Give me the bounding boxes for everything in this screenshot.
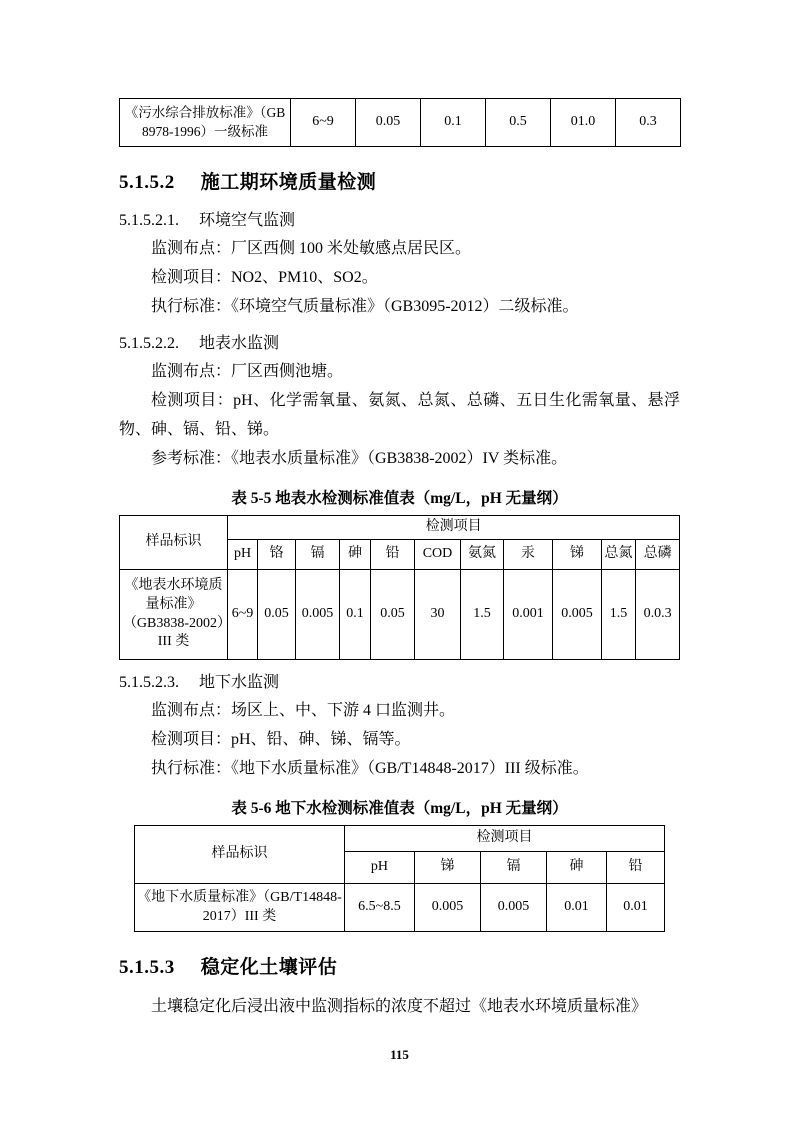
value-cell: 0.01: [606, 884, 664, 932]
detection-items-header-cell: 检测项目: [228, 516, 680, 540]
column-header-cell: 砷: [340, 540, 371, 570]
column-header-cell: 总磷: [636, 540, 680, 570]
section-number: 5.1.5.3: [119, 957, 175, 978]
row-label-cell: 《污水综合排放标准》（GB 8978-1996）一级标准: [120, 99, 291, 147]
section-title: 施工期环境质量检测: [200, 172, 377, 193]
paragraph: 监测布点：场区上、中、下游 4 口监测井。: [151, 702, 456, 719]
paragraph: 执行标准：《环境空气质量标准》（GB3095-2012）二级标准。: [151, 298, 579, 315]
column-header-cell: 砷: [546, 852, 606, 884]
value-cell: 0.005: [480, 884, 546, 932]
value-cell: 0.1: [421, 99, 486, 147]
subsection-number: 5.1.5.2.2.: [119, 335, 179, 352]
value-cell: 1.5: [461, 570, 504, 660]
value-cell: 0.05: [356, 99, 421, 147]
section-heading-soil: [119, 952, 680, 979]
table-data-row: [134, 884, 664, 932]
column-header-cell: 锑: [553, 540, 602, 570]
subsection-number: 5.1.5.2.1.: [119, 212, 179, 229]
paragraph: 监测布点：厂区西侧 100 米处敏感点居民区。: [151, 240, 472, 257]
paragraph: 检测项目：NO2、PM10、SO2。: [151, 269, 378, 286]
column-header-cell: 汞: [504, 540, 553, 570]
column-header-cell: 镉: [480, 852, 546, 884]
row-label-cell: 《地表水环境质量标准》（GB3838-2002）III 类: [120, 570, 228, 660]
table-header-row: [134, 826, 664, 852]
table-row: [120, 99, 681, 147]
column-header-cell: 铬: [258, 540, 296, 570]
paragraph: 土壤稳定化后浸出液中监测指标的浓度不超过《地表水环境质量标准》: [151, 998, 648, 1015]
value-cell: 0.3: [616, 99, 681, 147]
table-caption-5-6: 表 5-6 地下水检测标准值表（mg/L，pH 无量纲）: [231, 800, 568, 817]
subsection-title: 地表水监测: [199, 335, 280, 352]
value-cell: 6~9: [228, 570, 258, 660]
value-cell: 6.5~8.5: [344, 884, 414, 932]
column-header-cell: 铅: [606, 852, 664, 884]
paragraph: 监测布点：厂区西侧池塘。: [151, 363, 344, 380]
column-header-cell: 氨氮: [461, 540, 504, 570]
section-heading-construction: [119, 167, 680, 194]
section-number: 5.1.5.2: [119, 172, 175, 193]
effluent-standard-table: [119, 98, 681, 147]
subsection-heading-air: [119, 207, 680, 230]
page-number: 115: [390, 1047, 409, 1062]
subsection-heading-surface-water: [119, 330, 680, 353]
column-header-cell: 镉: [296, 540, 340, 570]
subsection-title: 环境空气监测: [199, 212, 296, 229]
value-cell: 0.005: [296, 570, 340, 660]
value-cell: 0.001: [504, 570, 553, 660]
value-cell: 0.05: [258, 570, 296, 660]
value-cell: 0.005: [414, 884, 480, 932]
detection-items-header-cell: 检测项目: [344, 826, 664, 852]
value-cell: 6~9: [291, 99, 356, 147]
column-header-cell: 总氮: [602, 540, 636, 570]
sample-id-header-cell: 样品标识: [120, 516, 228, 570]
paragraph: 执行标准：《地下水质量标准》（GB/T14848-2017）III 级标准。: [151, 760, 589, 777]
value-cell: 1.5: [602, 570, 636, 660]
column-header-cell: pH: [344, 852, 414, 884]
value-cell: 0.0.3: [636, 570, 680, 660]
value-cell: 0.05: [371, 570, 415, 660]
value-cell: 0.1: [340, 570, 371, 660]
subsection-title: 地下水监测: [199, 674, 280, 691]
value-cell: 30: [415, 570, 461, 660]
value-cell: 0.01: [546, 884, 606, 932]
column-header-cell: 锑: [414, 852, 480, 884]
column-header-cell: COD: [415, 540, 461, 570]
paragraph: 参考标准：《地表水质量标准》（GB3838-2002）IV 类标准。: [151, 450, 568, 467]
table-caption-5-5: 表 5-5 地表水检测标准值表（mg/L，pH 无量纲）: [231, 490, 568, 507]
column-header-cell: pH: [228, 540, 258, 570]
table-data-row: [120, 570, 680, 660]
value-cell: 0.5: [486, 99, 551, 147]
subsection-heading-groundwater: [119, 669, 680, 692]
subsection-number: 5.1.5.2.3.: [119, 674, 179, 691]
value-cell: 0.005: [553, 570, 602, 660]
paragraph: 检测项目：pH、铅、砷、锑、镉等。: [151, 731, 411, 748]
surface-water-standard-table: [119, 515, 680, 660]
table-header-row: [120, 516, 680, 540]
paragraph: 检测项目：pH、化学需氧量、氨氮、总氮、总磷、五日生化需氧量、悬浮物、砷、镉、铅、锑。: [119, 392, 680, 438]
section-title: 稳定化土壤评估: [200, 957, 338, 978]
value-cell: 01.0: [551, 99, 616, 147]
groundwater-standard-table: [134, 825, 665, 932]
column-header-cell: 铅: [371, 540, 415, 570]
sample-id-header-cell: 样品标识: [134, 826, 344, 884]
row-label-cell: 《地下水质量标准》（GB/T14848-2017）III 类: [134, 884, 344, 932]
